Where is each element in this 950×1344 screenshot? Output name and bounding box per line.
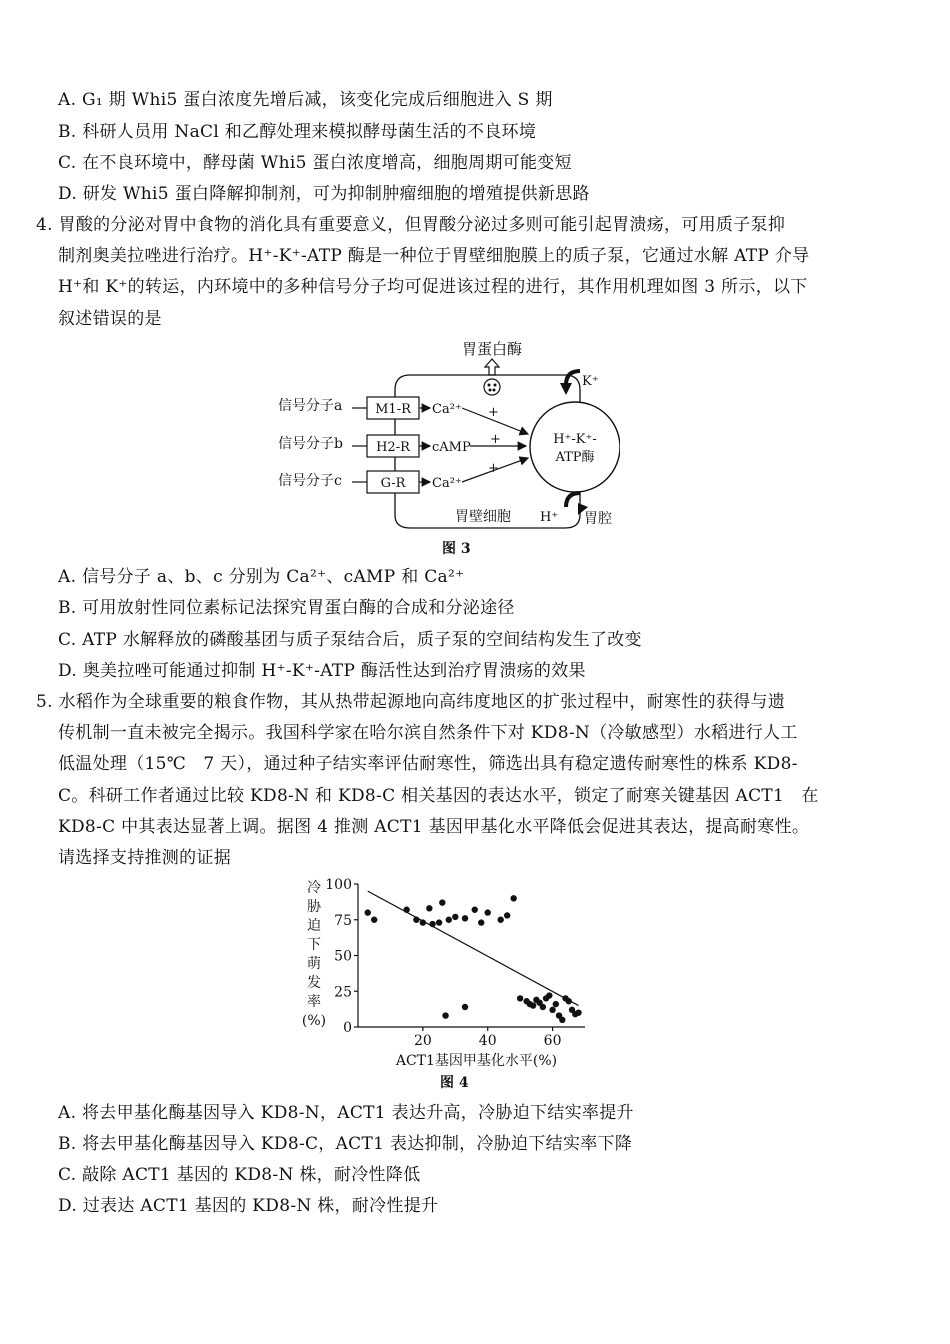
q5-stem-line-1: 5. 水稻作为全球重要的粮食作物，其从热带起源地向高纬度地区的扩张过程中，耐寒性的获得与遗 [36,692,786,712]
proton-pump-label-2: ATP酶 [555,450,595,465]
y-label-char: 率 [307,994,321,1010]
q3-option-c: C. 在不良环境中，酵母菌 Whi5 蛋白浓度增高，细胞周期可能变短 [58,153,572,173]
second-messenger-1: Ca²⁺ [432,402,462,417]
second-messenger-3: Ca²⁺ [432,476,462,491]
figure-3-diagram [270,335,620,535]
q4-option-d: D. 奥美拉唑可能通过抑制 H⁺-K⁺-ATP 酶活性达到治疗胃溃疡的效果 [58,661,586,681]
scatter-point [403,907,409,913]
q5-option-a: A. 将去甲基化酶基因导入 KD8-N，ACT1 表达升高，冷胁迫下结实率提升 [58,1103,634,1123]
y-tick-label: 0 [343,1020,352,1036]
k-ion-label: K⁺ [582,374,599,389]
q4-stem-line-4: 叙述错误的是 [58,309,162,329]
vesicle-icon [484,379,500,395]
scatter-point [365,909,371,915]
scatter-point [413,917,419,923]
x-axis-label: ACT1基因甲基化水平(%) [395,1053,558,1069]
y-label-char: 迫 [307,918,321,934]
scatter-point [485,909,491,915]
q5-stem-line-2: 传机制一直未被完全揭示。我国科学家在哈尔滨自然条件下对 KD8-N（冷敏感型）水稻进行人工 [58,723,798,743]
q5-option-c: C. 敲除 ACT1 基因的 KD8-N 株，耐冷性降低 [58,1165,421,1185]
x-axis-ticks [414,1027,562,1049]
k-ion-arrow-icon [566,371,580,385]
q5-option-d: D. 过表达 ACT1 基因的 KD8-N 株，耐冷性提升 [58,1196,439,1216]
scatter-point [442,1012,448,1018]
scatter-point [553,1001,559,1007]
scatter-point [497,917,503,923]
scatter-point [420,919,426,925]
scatter-point [371,917,377,923]
scatter-point [452,914,458,920]
scatter-point [540,1004,546,1010]
q3-option-a: A. G₁ 期 Whi5 蛋白浓度先增后减，该变化完成后细胞进入 S 期 [58,90,553,110]
q5-stem-line-4: C。科研工作者通过比较 KD8-N 和 KD8-C 相关基因的表达水平，锁定了耐寒关键基因 ACT1 在 [58,786,819,806]
proton-pump [530,402,620,492]
scatter-point [559,1017,565,1023]
q4-stem-line-1: 4. 胃酸的分泌对胃中食物的消化具有重要意义，但胃酸分泌过多则可能引起胃溃疡，可用质子泵抑 [36,215,786,235]
signal-b-label: 信号分子b [278,436,343,452]
x-tick-label: 60 [543,1033,562,1049]
scatter-point [462,1004,468,1010]
figure-3-caption: 图 3 [442,541,471,557]
scatter-point [429,921,435,927]
y-label-char: (%) [301,1013,327,1029]
scatter-point [439,899,445,905]
figure-4-scatter-chart [300,872,600,1072]
scatter-point [472,907,478,913]
h-ion-arrow-icon [566,493,580,507]
scatter-point [566,998,572,1004]
q4-stem-line-3: H⁺和 K⁺的转运，内环境中的多种信号分子均可促进该过程的进行，其作用机理如图 3 所示，以下 [58,277,808,297]
h-ion-label: H⁺ [540,510,559,525]
y-label-char: 发 [307,975,321,991]
signal-a-label: 信号分子a [278,398,343,414]
cell-label: 胃壁细胞 [455,509,511,525]
scatter-point [436,919,442,925]
receptor-m1r-label: M1-R [375,402,411,417]
q5-stem-line-6: 请选择支持推测的证据 [58,848,231,868]
y-tick-label: 75 [334,912,352,929]
scatter-point [504,912,510,918]
proton-pump-label-1: H⁺-K⁺- [553,432,597,447]
scatter-point [549,1007,555,1013]
q5-stem-line-5: KD8-C 中其表达显著上调。据图 4 推测 ACT1 基因甲基化水平降低会促进其表达，提高耐寒性。 [58,817,810,837]
plus-sign-2: + [490,432,501,447]
receptor-gr-label: G-R [380,476,406,491]
y-tick-label: 100 [325,877,352,893]
y-tick-label: 25 [334,984,352,1001]
scatter-point [462,915,468,921]
receptor-h2r-label: H2-R [376,440,410,455]
scatter-point [530,1002,536,1008]
q3-option-d: D. 研发 Whi5 蛋白降解抑制剂，可为抑制肿瘤细胞的增殖提供新思路 [58,184,590,204]
lumen-label: 胃腔 [584,511,612,527]
y-axis-label [302,880,326,1029]
y-label-char: 胁 [307,899,321,915]
y-label-char: 萌 [307,956,321,972]
plus-sign-3: + [488,461,499,476]
second-messenger-2: cAMP [432,440,471,455]
q5-option-b: B. 将去甲基化酶基因导入 KD8-C，ACT1 表达抑制，冷胁迫下结实率下降 [58,1134,633,1154]
q4-option-a: A. 信号分子 a、b、c 分别为 Ca²⁺、cAMP 和 Ca²⁺ [58,567,465,587]
scatter-points [365,895,582,1023]
figure-4-caption: 图 4 [440,1075,469,1091]
secretion-arrow-icon [485,359,499,375]
scatter-point [510,895,516,901]
y-tick-label: 50 [334,948,352,965]
scatter-point [546,992,552,998]
scatter-point [575,1010,581,1016]
x-tick-label: 40 [478,1033,497,1049]
scatter-point [446,917,452,923]
y-label-char: 下 [307,937,321,953]
q4-option-b: B. 可用放射性同位素标记法探究胃蛋白酶的合成和分泌途径 [58,598,515,618]
y-label-char: 冷 [307,880,321,896]
q5-stem-line-3: 低温处理（15℃ 7 天），通过种子结实率评估耐寒性，筛选出具有稳定遗传耐寒性的株系 KD8- [58,754,798,774]
scatter-point [426,905,432,911]
scatter-point [478,919,484,925]
scatter-point [517,995,523,1001]
q4-option-c: C. ATP 水解释放的磷酸基团与质子泵结合后，质子泵的空间结构发生了改变 [58,630,642,650]
q4-stem-line-2: 制剂奥美拉唑进行治疗。H⁺-K⁺-ATP 酶是一种位于胃壁细胞膜上的质子泵，它通过水解 ATP 介导 [58,246,810,266]
q3-option-b: B. 科研人员用 NaCl 和乙醇处理来模拟酵母菌生活的不良环境 [58,122,537,142]
x-tick-label: 20 [413,1033,432,1049]
y-axis-ticks [325,877,358,1036]
signal-c-label: 信号分子c [278,473,342,489]
pepsin-label: 胃蛋白酶 [461,340,523,358]
plus-sign-1: + [488,405,499,420]
